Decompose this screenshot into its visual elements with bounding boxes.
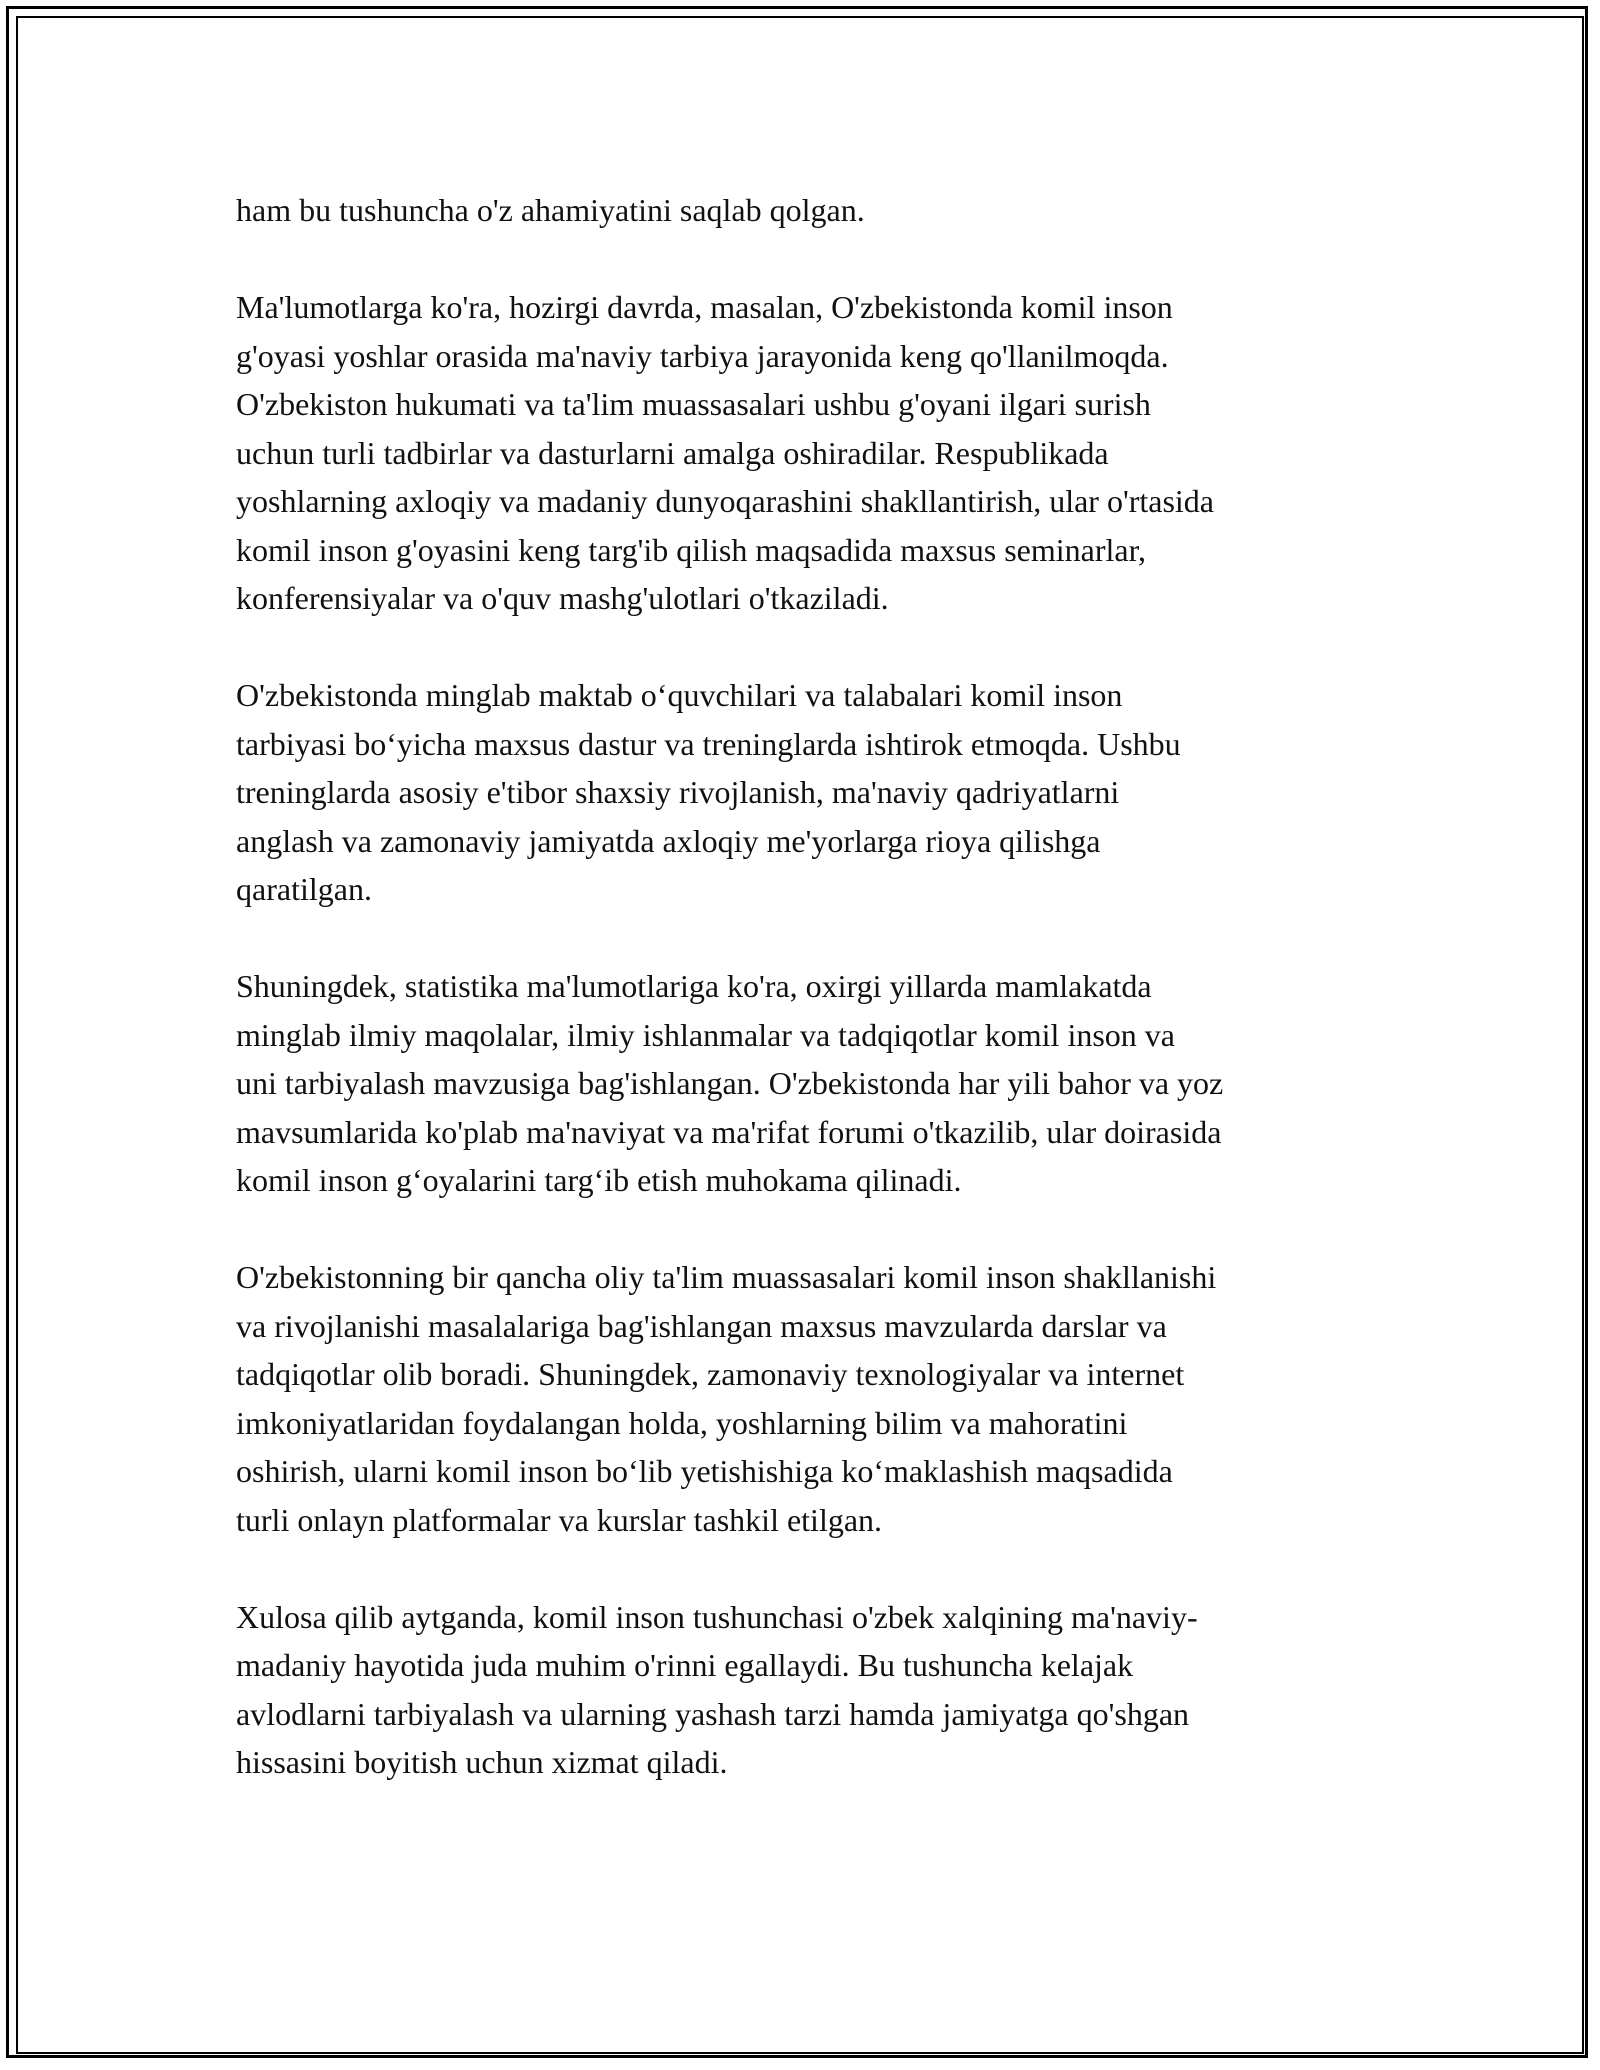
text-line: Xulosa qilib aytganda, komil inson tushunchasi o'zbek xalqining ma'naviy- — [236, 1598, 1198, 1635]
text-line: konferensiyalar va o'quv mashg'ulotlari o'tkaziladi. — [236, 580, 889, 616]
text-line: minglab ilmiy maqolalar, ilmiy ishlanmalar va tadqiqotlar komil inson va — [236, 1016, 1175, 1053]
text-line: O'zbekiston hukumati va ta'lim muassasalari ushbu g'oyani ilgari surish — [236, 386, 1151, 422]
text-line: g'oyasi yoshlar orasida ma'naviy tarbiya jarayonida keng qo'llanilmoqda. — [236, 337, 1169, 374]
text-line: mavsumlarida ko'plab ma'naviyat va ma'rifat forumi o'tkazilib, ular doirasida — [236, 1113, 1222, 1150]
paragraph-2 — [236, 283, 1376, 623]
text-line: Shuningdek, statistika ma'lumotlariga ko'ra, oxirgi yillarda mamlakatda — [236, 968, 1152, 1004]
text-line: anglash va zamonaviy jamiyatda axloqiy me'yorlarga rioya qilishga — [236, 822, 1101, 859]
text-line: uni tarbiyalash mavzusiga bag'ishlangan. O'zbekistonda har yili bahor va yoz — [236, 1065, 1224, 1101]
text-line: ham bu tushuncha o'z ahamiyatini saqlab qolgan. — [236, 192, 865, 228]
text-line: uchun turli tadbirlar va dasturlarni amalga oshiradilar. Respublikada — [236, 434, 1109, 471]
text-line: komil inson g‘oyalarini targ‘ib etish muhokama qilinadi. — [236, 1162, 962, 1198]
text-line: oshirish, ularni komil inson bo‘lib yetishishiga ko‘maklashish maqsadida — [236, 1453, 1173, 1489]
text-line: Ma'lumotlarga ko'ra, hozirgi davrda, masalan, O'zbekistonda komil inson — [236, 289, 1173, 325]
text-line: komil inson g'oyasini keng targ'ib qilish maqsadida maxsus seminarlar, — [236, 531, 1146, 568]
text-line: turli onlayn platformalar va kurslar tashkil etilgan. — [236, 1501, 883, 1538]
text-line: madaniy hayotida juda muhim o'rinni egallaydi. Bu tushuncha kelajak — [236, 1647, 1134, 1683]
text-line: treninglarda asosiy e'tibor shaxsiy rivojlanish, ma'naviy qadriyatlarni — [236, 774, 1120, 810]
document-body — [236, 186, 1376, 1835]
paragraph-6 — [236, 1593, 1376, 1787]
text-line: avlodlarni tarbiyalash va ularning yashash tarzi hamda jamiyatga qo'shgan — [236, 1695, 1190, 1732]
text-line: yoshlarning axloqiy va madaniy dunyoqarashini shakllantirish, ular o'rtasida — [236, 483, 1214, 519]
text-line: va rivojlanishi masalalariga bag'ishlangan maxsus mavzularda darslar va — [236, 1307, 1167, 1344]
text-line: tarbiyasi bo‘yicha maxsus dastur va treninglarda ishtirok etmoqda. Ushbu — [236, 725, 1181, 762]
paragraph-4 — [236, 962, 1376, 1205]
paragraph-5 — [236, 1253, 1376, 1544]
text-line: O'zbekistonning bir qancha oliy ta'lim muassasalari komil inson shakllanishi — [236, 1259, 1217, 1295]
text-line: qaratilgan. — [236, 871, 372, 907]
text-line: hissasini boyitish uchun xizmat qiladi. — [236, 1744, 728, 1780]
paragraph-3 — [236, 671, 1376, 914]
text-line: imkoniyatlaridan foydalangan holda, yoshlarning bilim va mahoratini — [236, 1404, 1128, 1441]
text-line: tadqiqotlar olib boradi. Shuningdek, zamonaviy texnologiyalar va internet — [236, 1356, 1185, 1392]
paragraph-1 — [236, 186, 1376, 235]
text-line: O'zbekistonda minglab maktab o‘quvchilari va talabalari komil inson — [236, 677, 1123, 713]
